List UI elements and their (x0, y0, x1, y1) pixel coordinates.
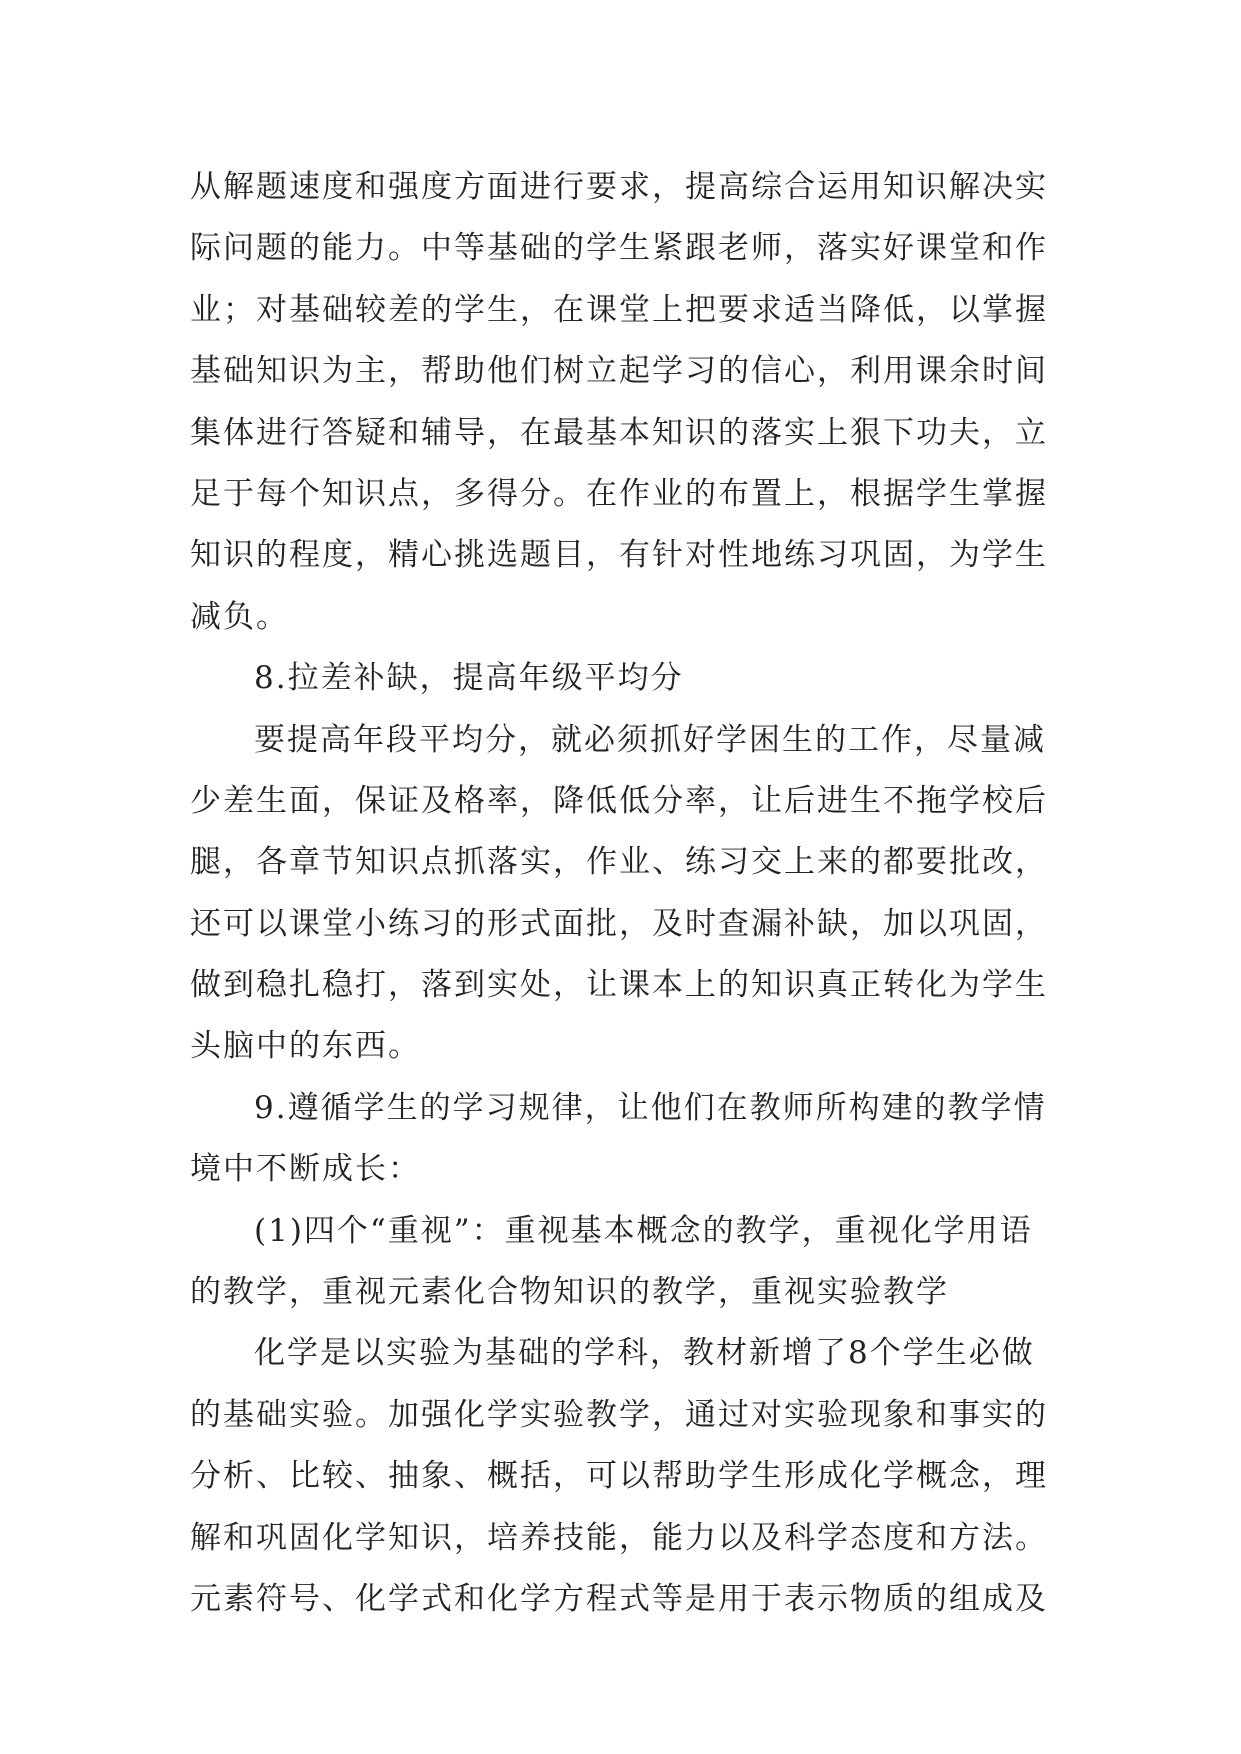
section-heading: 8.拉差补缺，提高年级平均分 (254, 660, 684, 697)
text-line: 的教学，重视元素化合物知识的教学，重视实验教学 (190, 1274, 949, 1311)
text-line: 要提高年段平均分，就必须抓好学困生的工作，尽量减 (254, 721, 1046, 758)
text-line: 腿，各章节知识点抓落实，作业、练习交上来的都要批改， (190, 844, 1048, 881)
text-line: 解和巩固化学知识，培养技能，能力以及科学态度和方法。 (190, 1519, 1048, 1556)
text-line: 集体进行答疑和辅导，在最基本知识的落实上狠下功夫，立 (190, 414, 1048, 451)
text-line: 从解题速度和强度方面进行要求，提高综合运用知识解决实 (190, 169, 1048, 205)
text-line: 业；对基础较差的学生，在课堂上把要求适当降低，以掌握 (190, 291, 1048, 328)
text-line: 做到稳扎稳打，落到实处，让课本上的知识真正转化为学生 (190, 967, 1048, 1004)
text-line: 分析、比较、抽象、概括，可以帮助学生形成化学概念，理 (190, 1458, 1048, 1495)
text-line: 还可以课堂小练习的形式面批，及时查漏补缺，加以巩固， (190, 905, 1048, 942)
body-text (190, 157, 1060, 1630)
text-line: 减负。 (190, 598, 289, 635)
text-line: 际问题的能力。中等基础的学生紧跟老师，落实好课堂和作 (190, 230, 1048, 267)
text-line: 境中不断成长： (190, 1151, 421, 1188)
text-line: 知识的程度，精心挑选题目，有针对性地练习巩固，为学生 (190, 537, 1048, 574)
text-line: 少差生面，保证及格率，降低低分率，让后进生不拖学校后 (190, 782, 1048, 819)
text-line: 头脑中的东西。 (190, 1028, 421, 1065)
text-line: 化学是以实验为基础的学科，教材新增了8个学生必做 (254, 1335, 1035, 1372)
text-line: 基础知识为主，帮助他们树立起学习的信心，利用课余时间 (190, 353, 1048, 390)
section-heading: 9.遵循学生的学习规律，让他们在教师所构建的教学情 (254, 1089, 1047, 1126)
text-line: 足于每个知识点，多得分。在作业的布置上，根据学生掌握 (190, 475, 1048, 512)
text-line: 的基础实验。加强化学实验教学，通过对实验现象和事实的 (190, 1396, 1048, 1433)
subsection-heading: (1)四个“重视”：重视基本概念的教学，重视化学用语 (254, 1212, 1033, 1249)
text-line: 元素符号、化学式和化学方程式等是用于表示物质的组成及 (190, 1580, 1048, 1617)
